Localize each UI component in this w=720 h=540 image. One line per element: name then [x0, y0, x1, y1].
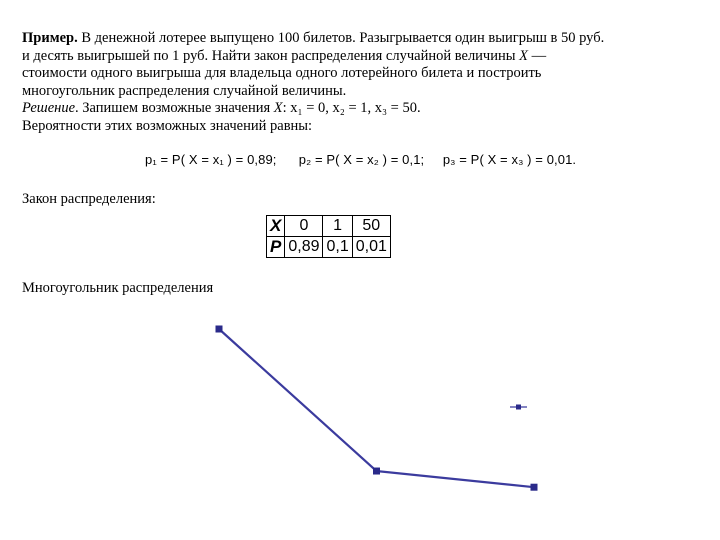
statement-line-4: многоугольник распределения случайной величины.	[22, 82, 347, 99]
statement-line-2: и десять выигрышей по 1 руб. Найти закон распределения случайной величины X —	[22, 47, 547, 64]
series-line	[219, 329, 534, 487]
statement-line-3: стоимости одного выигрыша для владельца одного лотерейного билета и построить	[22, 65, 542, 81]
table-cell-p2: 0,1	[323, 237, 352, 258]
legend-marker-swatch	[516, 405, 521, 410]
possible-values: : x₁ = 0, x₂ = 1, x₃ = 50.	[282, 100, 421, 116]
solution-line: Решение. Запишем возможные значения X: x₁ = 0, x₂ = 1, x₃ = 50.	[22, 100, 421, 116]
data-point-2	[373, 468, 380, 475]
table-cell-p3: 0,01	[352, 237, 390, 258]
table-header-p: P	[267, 237, 285, 258]
probabilities-intro: Вероятности этих возможных значений равны:	[22, 117, 313, 134]
variable-x: X	[519, 47, 528, 64]
table-header-x: X	[267, 216, 285, 237]
table-cell-x3: 50	[352, 216, 390, 237]
variable-x: X	[273, 100, 283, 116]
formula-p3: p₃ = P( X = x₃ ) = 0,01.	[442, 152, 577, 167]
distribution-law-label: Закон распределения:	[22, 191, 156, 207]
data-point-1	[216, 326, 223, 333]
table-cell-p1: 0,89	[285, 237, 323, 258]
table-cell-x1: 0	[285, 216, 323, 237]
table-cell-x2: 1	[323, 216, 352, 237]
data-point-3	[531, 484, 538, 491]
example-label: Пример.	[22, 30, 78, 46]
solution-label: Решение	[22, 100, 76, 116]
statement-line-1: Пример. В денежной лотерее выпущено 100 билетов. Разыгрывается один выигрыш в 50 руб.	[22, 30, 605, 46]
formula-p1: p₁ = P( X = x₁ ) = 0,89;	[145, 152, 277, 167]
formula-p2: p₂ = P( X = x₂ ) = 0,1;	[298, 152, 425, 167]
chart-layer	[216, 326, 538, 491]
polygon-label: Многоугольник распределения	[22, 280, 214, 296]
